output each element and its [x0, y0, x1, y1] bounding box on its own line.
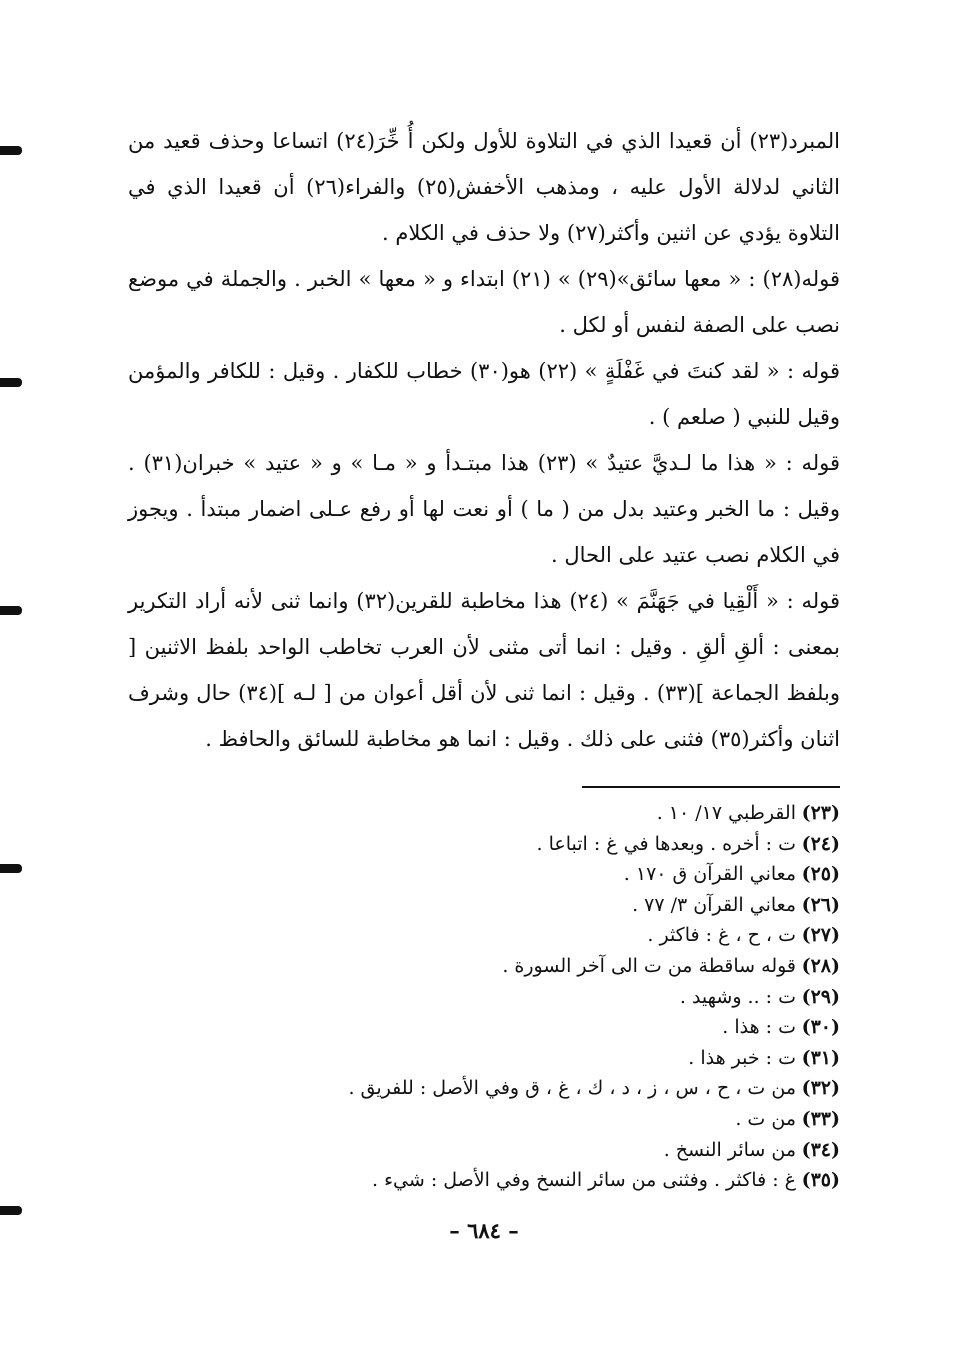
footnote-number: (٢٨) [801, 954, 840, 977]
footnote [128, 1073, 840, 1104]
footnote [128, 1165, 840, 1196]
footnote-text: ت : خبر هذا . [688, 1046, 796, 1069]
paragraph: قوله : « هذا ما لـديَّ عتيدٌ » (٢٣) هذا مبتـدأ و « مـا » و « عتيد » خبران(٣١) . وقيل : ما الخبر وعتيد بدل من ( ما ) أو نعت لها أو رفع عـلى اضمار مبتدأ . ويجوز في الكلام نصب عتيد على الحال . [128, 451, 840, 567]
footnote-text: من ت ، ح ، س ، ز ، د ، ك ، غ ، ق وفي الأصل : للفريق . [348, 1077, 796, 1100]
binding-mark [0, 864, 22, 873]
footnote [128, 1043, 840, 1074]
footnote-number: (٣٤) [801, 1138, 840, 1161]
paragraph: قوله(٢٨) : « معها سائق»(٢٩) » (٢١) ابتداء و « معها » الخبر . والجملة في موضع نصب على الصفة لنفس أو لكل . [128, 267, 840, 337]
footnote-text: غ : فاكثر . وفثنى من سائر النسخ وفي الأصل : شيء . [372, 1169, 796, 1192]
footnote [128, 920, 840, 951]
footnote [128, 890, 840, 921]
footnote-number: (٢٣) [801, 802, 840, 824]
footnote-text: قوله ساقطة من ت الى آخر السورة . [502, 954, 796, 977]
binding-mark [0, 378, 22, 387]
page-number: – ٦٨٤ – [449, 1217, 519, 1243]
footnote-text: معاني القرآن ق ١٧٠ . [623, 863, 796, 886]
paragraph: قوله : « لقد كنتَ في غَفْلَةٍ » (٢٢) هو(٣٠) خطاب للكفار . وقيل : للكافر والمؤمن وقيل للنبي ( صلعم ) . [128, 359, 840, 429]
footnote-number: (٢٤) [801, 832, 840, 855]
footnote-number: (٣٠) [801, 1016, 840, 1039]
paragraph: قوله : « أَلْقِيا في جَهَنَّمَ » (٢٤) هذا مخاطبة للقرين(٣٢) وانما ثنى لأنه أراد التكرير بمعنى : ألقِ ألقِ . وقيل : انما أتى مثنى لأن العرب تخاطب الواحد بلفظ الاثنين [ وبلفظ الجماعة ](٣٣) . وقيل : انما ثنى لأن أقل أعوان من [ لـه ](٣٤) حال وشرف اثنان وأكثر(٣٥) فثنى على ذلك . وقيل : انما هو مخاطبة للسائق والحافظ . [128, 589, 840, 751]
footnote [128, 798, 840, 829]
footnote-number: (٣١) [801, 1046, 840, 1069]
binding-mark [0, 146, 22, 155]
paragraph: المبرد(٢٣) أن قعيدا الذي في التلاوة للأول ولكن أُ خِّرَ(٢٤) اتساعا وحذف قعيد من الثاني لدلالة الأول عليه ، ومذهب الأخفش(٢٥) والفراء(٢٦) أن قعيدا الذي في التلاوة يؤدي عن اثنين وأكثر(٢٧) ولا حذف في الكلام . [128, 129, 841, 245]
footnote-number: (٢٧) [801, 924, 840, 947]
binding-mark [0, 1206, 22, 1215]
footnote-number: (٣٢) [801, 1077, 840, 1100]
footnote-text: ت : هذا . [722, 1016, 796, 1039]
footnote-text: ت ، ح ، غ : فاكثر . [647, 924, 796, 947]
footnote-text: من سائر النسخ . [663, 1138, 796, 1161]
body-text [128, 118, 840, 762]
footnote-text: معاني القرآن ٣/ ٧٧ . [632, 893, 796, 916]
footnote [128, 1104, 840, 1135]
footnote [128, 1135, 840, 1166]
footnote-number: (٢٥) [801, 863, 840, 886]
footnote-number: (٣٣) [801, 1107, 840, 1130]
footnote-text: ت : أخره . وبعدها في غ : اتباعا . [536, 832, 796, 855]
footnote [128, 1012, 840, 1043]
footnote-separator [582, 786, 840, 788]
footnote [128, 829, 840, 860]
footnotes [128, 798, 840, 1196]
footnote-text: ت : .. وشهيد . [679, 985, 796, 1008]
binding-mark [0, 606, 22, 615]
footnote-number: (٣٥) [801, 1169, 840, 1192]
footnote [128, 982, 840, 1013]
document-page [128, 118, 840, 1243]
footnote [128, 859, 840, 890]
footnote [128, 951, 840, 982]
footnote-text: القرطبي ١٧/ ١٠ . [656, 802, 796, 824]
footnote-number: (٢٩) [801, 985, 840, 1008]
footnote-number: (٢٦) [801, 893, 840, 916]
footnote-text: من ت . [735, 1107, 796, 1130]
